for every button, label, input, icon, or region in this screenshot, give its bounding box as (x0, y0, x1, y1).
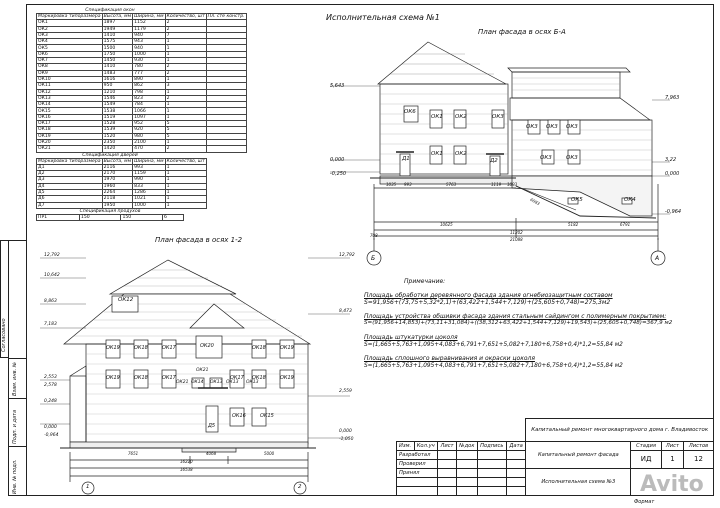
table-cell: 777 (133, 70, 165, 76)
dim-text: 993 (404, 182, 412, 187)
table-cell: ОК1 (37, 20, 103, 26)
note-formula: S=91,956+(73,75+5,32*2,1)+(63,422+1,544+7,129)+(25,605+0,748)=275,3м2 (364, 299, 611, 307)
table-cell: 1 (165, 76, 206, 82)
table-cell: 1483 (102, 70, 132, 76)
table-cell: ОК11 (37, 83, 103, 89)
table-cell: 2 (165, 26, 206, 32)
level-mark: -1,050 (339, 437, 354, 442)
vent-spec-title: Спецификация продухов (79, 208, 141, 214)
table-cell: 1520 (102, 133, 132, 139)
stamp-empty (397, 419, 526, 442)
stamp-col: №док (457, 441, 478, 450)
note-formula: S=(91,956+14,853)+(73,11+31,084)+((38,312+63,422+1,544+7,129)+19,543)+(25,605+0,748)=367,9 м2 (364, 320, 673, 327)
level-mark: -0,250 (330, 171, 347, 177)
table-cell: 6 (163, 214, 184, 220)
agreed-label: Согласовано (1, 318, 7, 352)
table-cell: ОК6 (37, 51, 103, 57)
facade-12-title: План фасада в осях 1-2 (155, 236, 243, 244)
table-cell: Д4 (37, 183, 103, 189)
table-cell: ОК16 (37, 114, 103, 120)
list-header: Лист (661, 441, 683, 450)
table-cell: 1 (165, 164, 206, 170)
window-label: ОК17 (162, 375, 176, 381)
level-mark: 0,000 (339, 429, 352, 434)
window-label: ОК4 (624, 197, 636, 203)
window-label: ОК18 (134, 345, 148, 351)
stamp-col: Лист (438, 441, 457, 450)
level-mark: 12,792 (44, 253, 60, 258)
lists-value: 12 (684, 450, 714, 468)
table-cell: Д1 (37, 164, 103, 170)
divider (8, 446, 26, 447)
stamp-col: Подпись (478, 441, 507, 450)
sheet-name: Исполнительная схема №3 (526, 468, 631, 495)
table-cell: ОК7 (37, 58, 103, 64)
table-cell: ОК20 (37, 139, 103, 145)
col-header: Пл. сте констр. (207, 14, 245, 20)
table-cell: 993 (133, 164, 165, 170)
table-cell: 1538 (102, 108, 132, 114)
window-label: ОК21 (196, 368, 209, 373)
role-label: Проверил (397, 459, 438, 468)
window-label: ОК15 (260, 413, 274, 419)
facade-ba-drawing (330, 38, 670, 268)
table-cell: 2350 (102, 139, 132, 145)
table-cell: 1210 (102, 89, 132, 95)
table-cell: 1450 (102, 58, 132, 64)
note-formula: S=(1,665+5,763+1,095+4,083+6,791+7,651+5,082+7,180+6,758+0,4)*1,2=55,84 м2 (364, 341, 623, 348)
divider (8, 398, 26, 399)
window-label: ОК3 (566, 124, 578, 130)
stage-header: Стадия (631, 441, 661, 450)
table-cell: 1 (165, 183, 206, 189)
table-row (37, 202, 207, 208)
table-cell: 1179 (133, 26, 165, 32)
door-spec-table (36, 158, 207, 209)
table-cell: 1066 (133, 108, 165, 114)
dim-text: 708 (370, 233, 378, 238)
table-cell: ОК19 (37, 133, 103, 139)
table-cell: 150 (121, 214, 163, 220)
window-label: ОК2 (455, 151, 467, 157)
note-title: Площадь сплошного выравнивания и окраски цоколя (364, 355, 535, 363)
table-cell: ОК10 (37, 76, 103, 82)
window-label: ОК2 (455, 114, 467, 120)
level-mark: 12,792 (339, 253, 355, 258)
table-cell: 780 (133, 64, 165, 70)
project-name: Капитальный ремонт многоквартирного дома г. Владивосток (526, 419, 714, 442)
level-mark: 10,642 (44, 273, 60, 278)
table-cell: Д2 (37, 171, 103, 177)
inv-number-label: Инв. № подл. (12, 459, 18, 494)
table-row (37, 146, 247, 152)
work-name: Капитальный ремонт фасада (526, 441, 631, 468)
table-cell: ОК21 (37, 146, 103, 152)
table-cell: 1 (165, 45, 206, 51)
table-cell: Д7 (37, 202, 103, 208)
table-cell: ОК3 (37, 32, 103, 38)
format-label: Формат (634, 499, 655, 505)
table-cell: 470 (133, 146, 165, 152)
table-cell: 930 (133, 58, 165, 64)
dim-text: 1035 (386, 182, 397, 187)
window-spec-title: Спецификация окон (85, 8, 135, 13)
col-header: Количество, шт (166, 158, 205, 164)
col-header: Маркировка типоразмера (38, 158, 101, 164)
window-label: ОК19 (106, 375, 120, 381)
table-cell: 890 (133, 76, 165, 82)
table-cell: Д6 (37, 196, 103, 202)
table-cell: ОК9 (37, 70, 103, 76)
sheet-title: Исполнительная схема №1 (326, 13, 440, 22)
window-spec-table (36, 13, 247, 153)
table-cell: ОК14 (37, 102, 103, 108)
table-cell: 940 (133, 45, 165, 51)
table-cell: 833 (133, 183, 165, 189)
level-mark: -0,964 (44, 433, 59, 438)
role-label: Принял (397, 468, 438, 477)
table-cell: 2 (165, 146, 206, 152)
table-cell: 2100 (133, 139, 165, 145)
dim-text: 5763 (446, 182, 457, 187)
table-cell: 5 (165, 121, 206, 127)
note-title: Площадь устройства обшивки фасада здания стальным сайдингом с полимерным покрытием: (364, 312, 667, 320)
window-label: ОК1 (431, 151, 443, 157)
table-cell: 1 (165, 177, 206, 183)
table-cell: 1159 (133, 171, 165, 177)
window-label: ОК18 (252, 375, 266, 381)
table-cell: 1 (165, 102, 206, 108)
axis-label: 1 (86, 484, 90, 490)
dim-text: 11202 (510, 230, 523, 235)
table-cell: 798 (133, 89, 165, 95)
table-cell: 823 (133, 95, 165, 101)
window-spec (36, 8, 245, 221)
table-cell: 1 (165, 39, 206, 45)
dim-text: 5000 (264, 451, 275, 456)
table-cell: 1286 (133, 190, 165, 196)
table-cell: 950 (102, 83, 132, 89)
table-cell: ОК4 (37, 39, 103, 45)
level-mark: 7,183 (44, 322, 57, 327)
table-cell: 2 (165, 95, 206, 101)
door-label: Д5 (208, 423, 216, 429)
vent-spec-table (36, 214, 184, 221)
table-cell: 1000 (133, 51, 165, 57)
table-cell: ОК15 (37, 108, 103, 114)
note-title: Площадь штукатурки цоколя (364, 333, 458, 341)
window-label: ОК17 (162, 345, 176, 351)
table-cell: 2118 (102, 196, 132, 202)
level-mark: 8,863 (44, 299, 57, 304)
dim-text: 6791 (620, 222, 631, 227)
level-mark: 0,000 (44, 425, 57, 430)
window-label: ОК13 (246, 380, 259, 385)
table-cell: 1021 (133, 196, 165, 202)
col-header: Высота, мм (103, 14, 132, 20)
table-cell: 1500 (102, 45, 132, 51)
table-cell: 1 (165, 114, 206, 120)
dim-text: 16220 (180, 459, 193, 464)
table-cell: 862 (133, 83, 165, 89)
window-label: ОК18 (252, 345, 266, 351)
table-cell: 1549 (102, 102, 132, 108)
table-cell: 7 (165, 32, 206, 38)
door-spec-title: Спецификация дверей (82, 152, 138, 158)
table-cell: 1616 (102, 76, 132, 82)
window-label: ОК21 (176, 380, 189, 385)
table-cell: 1750 (102, 51, 132, 57)
window-label: ОК17 (230, 375, 244, 381)
window-label: ОК13 (226, 380, 239, 385)
col-header: Ширина, мм (134, 158, 164, 164)
window-label: ОК19 (280, 345, 294, 351)
level-mark: -0,964 (665, 209, 682, 215)
level-mark: 2,578 (44, 383, 57, 388)
table-cell: ОК17 (37, 121, 103, 127)
table-cell: ПР1 (37, 214, 80, 220)
window-label: ОК6 (404, 109, 416, 115)
window-label: ОК18 (134, 375, 148, 381)
table-cell: 2 (165, 64, 206, 70)
sign-date-label: Подп. и дата (12, 409, 18, 444)
dim-text: 7651 (128, 451, 139, 456)
table-cell: Д3 (37, 177, 103, 183)
door-label: Д2 (490, 158, 498, 164)
table-cell: 1949 (102, 26, 132, 32)
note-title: Площадь обработки деревянного фасада здания огнебиозащитным составом (364, 291, 613, 299)
window-label: ОК19 (280, 375, 294, 381)
table-cell: 1152 (133, 20, 165, 26)
window-label: ОК3 (492, 114, 504, 120)
window-label: ОК3 (546, 124, 558, 130)
axis-label: 2 (298, 484, 302, 490)
notes (364, 278, 712, 370)
table-cell: 1 (165, 108, 206, 114)
dim-text: 4068 (206, 451, 217, 456)
table-cell: 1420 (102, 146, 132, 152)
table-cell: 990 (133, 177, 165, 183)
stamp-col: Дата (507, 441, 526, 450)
level-mark: 5,643 (330, 83, 345, 89)
table-cell: 1410 (102, 32, 132, 38)
table-cell: 1528 (102, 121, 132, 127)
table-cell: 1519 (102, 114, 132, 120)
replace-inv-label: Взам. инв. № (12, 362, 18, 396)
facade-12-drawing (40, 248, 360, 498)
table-cell: 1 (165, 196, 206, 202)
table-cell: 5 (165, 127, 206, 133)
table-cell: ОК13 (37, 95, 103, 101)
dim-text: 6083 (529, 196, 541, 207)
dim-text: 16538 (180, 467, 193, 472)
level-mark: 7,963 (665, 95, 680, 101)
table-cell: 1 (165, 58, 206, 64)
window-label: ОК14 (191, 380, 204, 385)
table-cell: 5 (165, 133, 206, 139)
table-cell: 1575 (102, 39, 132, 45)
table-cell: 1410 (102, 64, 132, 70)
stage-value: ИД (631, 450, 661, 468)
table-cell: 1897 (102, 20, 132, 26)
table-cell: ОК18 (37, 127, 103, 133)
table-cell: 1 (165, 202, 206, 208)
level-mark: 2,559 (339, 389, 352, 394)
table-cell: 940 (133, 32, 165, 38)
divider (8, 358, 26, 359)
stamp-col: Изм. (397, 441, 415, 450)
table-cell: ОК5 (37, 45, 103, 51)
table-cell: 1000 (133, 202, 165, 208)
window-label: ОК5 (571, 197, 583, 203)
dim-text: 1119 (491, 182, 502, 187)
table-cell: ОК8 (37, 64, 103, 70)
table-cell: 2170 (102, 171, 132, 177)
window-label: ОК19 (106, 345, 120, 351)
facade-ba-title: План фасада в осях Б-А (478, 28, 566, 36)
window-label: ОК16 (232, 413, 246, 419)
table-cell: 1970 (102, 177, 132, 183)
dim-text: 5182 (568, 222, 579, 227)
table-cell: 1 (165, 51, 206, 57)
table-cell: 1 (165, 190, 206, 196)
notes-heading: Примечание: (404, 278, 446, 285)
table-cell: 1 (165, 171, 206, 177)
table-cell: 2116 (102, 164, 132, 170)
window-label: ОК12 (118, 297, 134, 303)
table-cell: 1 (165, 139, 206, 145)
col-header: Количество, шт (166, 14, 205, 20)
table-cell: ОК12 (37, 89, 103, 95)
table-cell: 3 (165, 83, 206, 89)
table-cell: 943 (133, 39, 165, 45)
dim-text: 21088 (510, 237, 523, 242)
level-mark: 3,22 (665, 157, 677, 163)
level-mark: 8,473 (339, 309, 352, 314)
window-label: ОК20 (200, 343, 214, 349)
note-formula: S=(1,665+5,763+1,095+4,083+6,791+7,651+5,082+7,180+6,758+0,4)*1,2=55,84 м2 (364, 362, 623, 369)
list-value: 1 (661, 450, 683, 468)
axis-label: Б (371, 255, 376, 262)
dim-text: 1093 (507, 182, 518, 187)
table-cell: 784 (133, 102, 165, 108)
level-mark: 0,000 (330, 157, 345, 163)
role-label: Разработал (397, 450, 438, 459)
table-cell: 980 (133, 133, 165, 139)
window-label: ОК3 (526, 124, 538, 130)
table-cell: Д5 (37, 190, 103, 196)
table-cell: 952 (133, 121, 165, 127)
stamp-col: Кол.уч (414, 441, 438, 450)
table-cell: 2264 (102, 190, 132, 196)
table-cell: 1 (165, 89, 206, 95)
window-label: ОК3 (566, 155, 578, 161)
door-label: Д1 (402, 156, 410, 162)
col-header: Маркировка типоразмера (38, 14, 101, 20)
axis-label: А (655, 255, 660, 262)
col-header: Высота, мм (103, 158, 132, 164)
lists-header: Листов (684, 441, 714, 450)
table-cell: 920 (133, 127, 165, 133)
table-cell: 1539 (102, 127, 132, 133)
window-label: ОК3 (540, 155, 552, 161)
table-cell: 1960 (102, 183, 132, 189)
dim-text: 10625 (440, 222, 453, 227)
table-cell: 150 (79, 214, 121, 220)
table-cell: 2 (165, 20, 206, 26)
table-cell: 1097 (133, 114, 165, 120)
window-label: ОК1 (431, 114, 443, 120)
window-label: ОК13 (210, 380, 223, 385)
table-cell: 1950 (102, 202, 132, 208)
table-cell: 2 (165, 70, 206, 76)
col-header: Ширина, мм (134, 14, 164, 20)
watermark: Avito (640, 472, 704, 497)
table-cell: 1546 (102, 95, 132, 101)
table-cell: ОК2 (37, 26, 103, 32)
level-mark: 0,000 (665, 171, 680, 177)
table-cell (206, 146, 246, 152)
level-mark: 2,553 (44, 375, 57, 380)
level-mark: 0,248 (44, 399, 57, 404)
